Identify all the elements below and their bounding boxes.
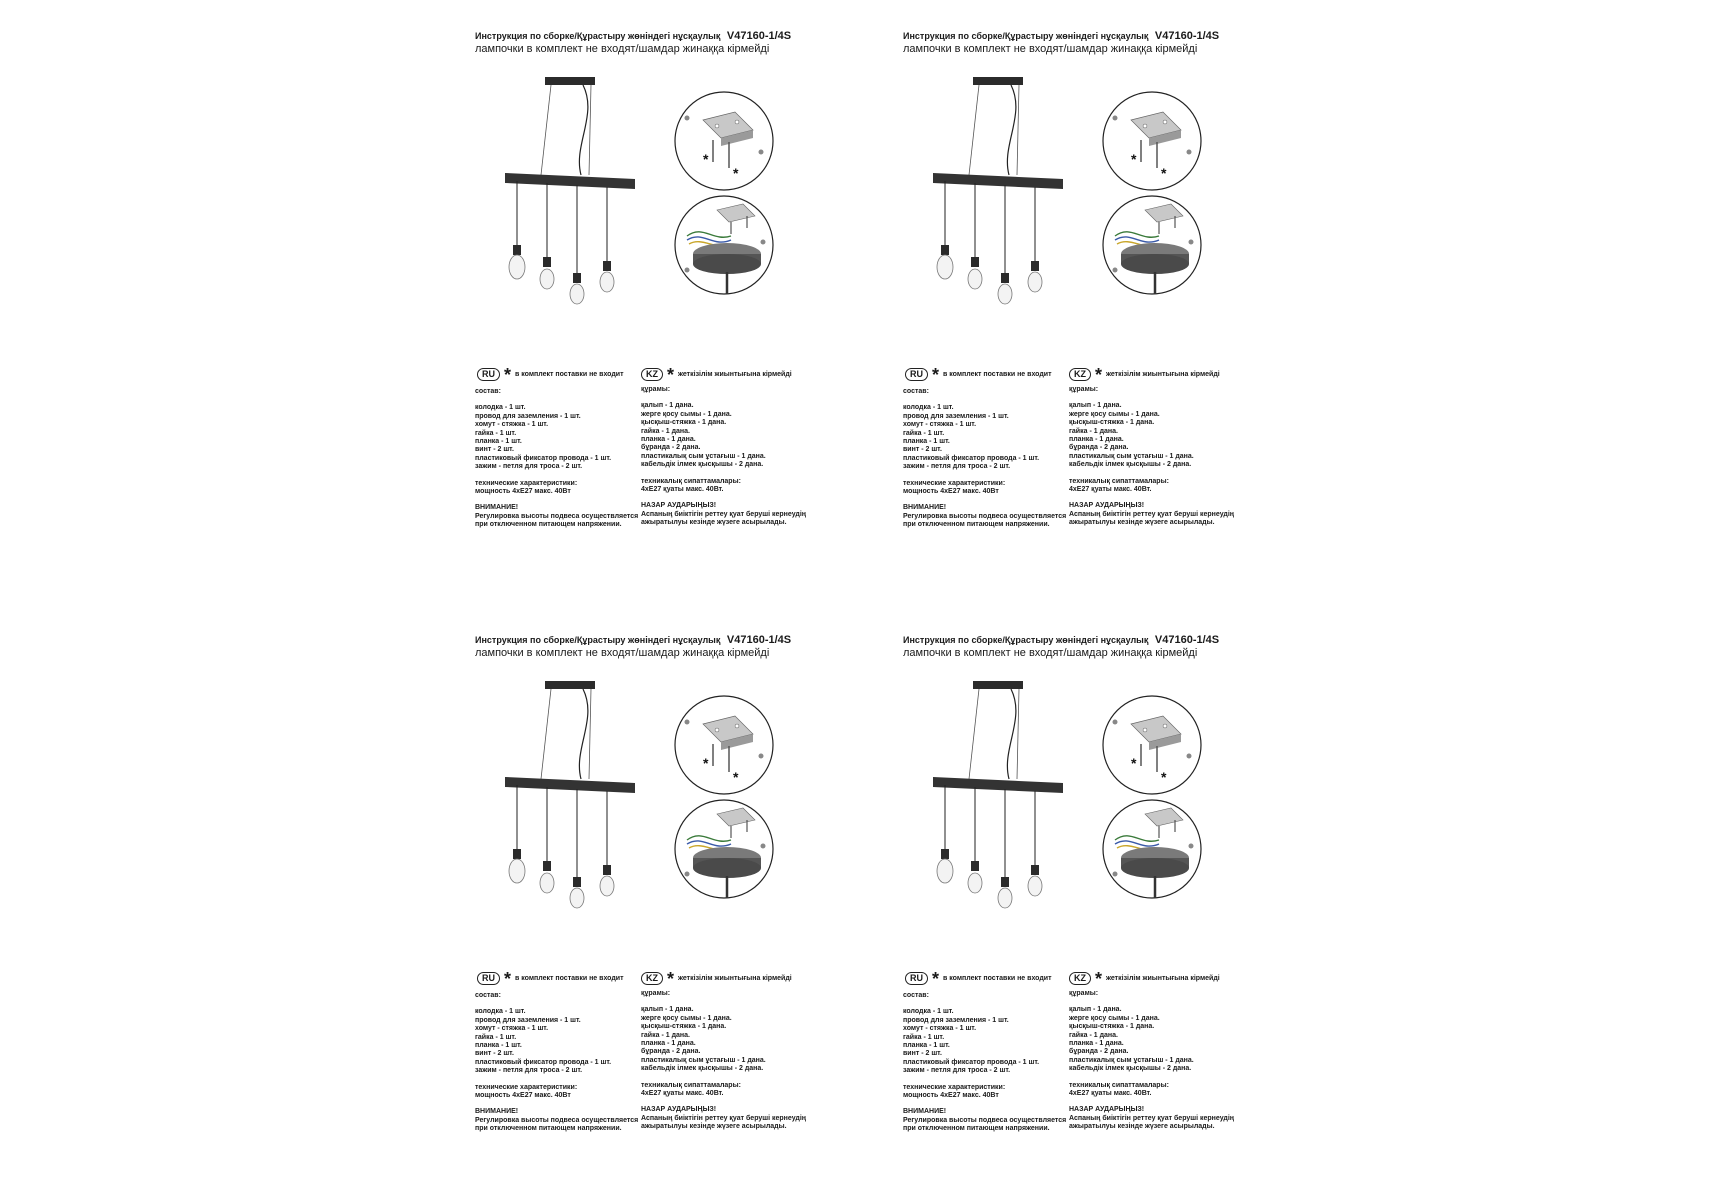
ru-tech-label: технические характеристики: [475,479,578,487]
kz-warning-title: НАЗАР АУДАРЫҢЫЗ! [1069,1106,1145,1114]
ru-asterisk: * [932,968,940,989]
asterisk-mark: * [1161,165,1167,181]
kz-item: пластикалық сым ұстағыш - 1 дана. [1069,1056,1194,1064]
ru-item: колодка - 1 шт. [475,404,526,412]
kz-column [641,990,806,1132]
sheet-subtitle: лампочки в комплект не входят/шамдар жинаққа кірмейді [475,43,770,55]
kz-item: бұранда - 2 дана. [641,444,701,452]
model-number: V47160-1/4S [726,30,792,42]
kz-item: кабельдік ілмек қысқышы - 2 дана. [1069,1065,1192,1073]
asterisk-mark: * [1161,769,1167,785]
kz-note-text: жеткізілім жиынтығына кірмейді [678,371,792,378]
crossbar [933,173,1063,189]
kz-composition-label: құрамы: [641,990,671,997]
title-text: Инструкция по сборке/Құрастыру жөніндегі нұсқаулық [475,635,721,645]
pendant-lamp-illustration [931,75,1071,305]
title-text: Инструкция по сборке/Құрастыру жөніндегі нұсқаулық [903,635,1149,645]
kz-warning-line: Аспаның биіктігін реттеу қуат беруші кернеудің [1069,510,1235,518]
ru-note-text: в комплект поставки не входит [515,371,624,378]
screw-head-icon [685,720,690,725]
ru-item: винт - 2 шт. [475,446,514,454]
screw-head-icon [759,754,764,759]
mounting-plate-diagram [1101,694,1203,796]
sheet-title [903,634,1219,646]
kz-note-text: жеткізілім жиынтығына кірмейді [678,975,792,982]
suspension-cable [541,85,551,175]
screw-head-icon [1113,872,1118,877]
ru-item: винт - 2 шт. [475,1050,514,1058]
kz-warning-line: ажыратылуы кезінде жүзеге асырылады. [641,1123,787,1131]
kz-tech-label: техникалық сипаттамалары: [1069,477,1169,485]
kz-tech-label: техникалық сипаттамалары: [641,1081,741,1089]
kz-item: қалып - 1 дана. [641,402,694,410]
pendant-4 [600,187,614,292]
ru-item: пластиковый фиксатор провода - 1 шт. [903,1058,1040,1066]
screw-head-icon [1187,754,1192,759]
wiring-canopy-diagram [1101,194,1203,296]
ru-note-text: в комплект поставки не входит [943,975,1052,982]
ru-tech-value: мощность 4хЕ27 макс. 40Вт [475,488,571,496]
kz-asterisk: * [1095,968,1103,989]
title-text: Инструкция по сборке/Құрастыру жөніндегі нұсқаулық [903,31,1149,41]
instruction-sheet-4 [903,634,1263,1194]
ceiling-canopy [973,681,1023,689]
ru-item: пластиковый фиксатор провода - 1 шт. [475,454,612,462]
screw-head-icon [685,116,690,121]
ru-item: зажим - петля для троса - 2 шт. [475,463,583,471]
ru-asterisk: * [504,968,512,989]
ru-warning-title: ВНИМАНИЕ! [475,1108,519,1116]
kz-item: қысқыш-стяжка - 1 дана. [1069,419,1155,427]
kz-item: кабельдік ілмек қысқышы - 2 дана. [641,461,764,469]
wiring-canopy-diagram [1101,798,1203,900]
ru-warning-line: при отключенном питающем напряжении. [475,521,622,529]
ru-warning-title: ВНИМАНИЕ! [475,504,519,512]
sheet-subtitle: лампочки в комплект не входят/шамдар жинаққа кірмейді [475,647,770,659]
ru-tech-label: технические характеристики: [903,479,1006,487]
kz-item: планка - 1 дана. [641,436,696,444]
kz-composition-label: құрамы: [1069,386,1099,393]
screw-head-icon [1187,150,1192,155]
ceiling-canopy [545,681,595,689]
suspension-cable [969,85,979,175]
ru-item: винт - 2 шт. [903,446,942,454]
kz-item: бұранда - 2 дана. [641,1048,701,1056]
screw-head-icon [1113,268,1118,273]
pendant-lamp-illustration [503,679,643,909]
asterisk-mark: * [703,755,709,771]
model-number: V47160-1/4S [726,634,792,646]
ru-badge: RU [905,972,928,985]
instruction-sheet-2 [903,30,1263,590]
ru-item: зажим - петля для троса - 2 шт. [903,463,1011,471]
pendant-4 [1028,791,1042,896]
kz-note-row [1069,364,1220,385]
ru-warning-title: ВНИМАНИЕ! [903,1108,947,1116]
ru-item: планка - 1 шт. [903,438,950,446]
kz-item: планка - 1 дана. [1069,436,1124,444]
kz-item: планка - 1 дана. [1069,1040,1124,1048]
kz-warning-line: Аспаның биіктігін реттеу қуат беруші кернеудің [641,1114,807,1122]
ru-composition-label: состав: [903,992,929,999]
ru-item: пластиковый фиксатор провода - 1 шт. [903,454,1040,462]
kz-item: бұранда - 2 дана. [1069,444,1129,452]
kz-tech-value: 4хЕ27 қуаты макс. 40Вт. [1069,486,1152,494]
pendant-lamp-illustration [931,679,1071,909]
kz-item: қалып - 1 дана. [1069,402,1122,410]
ru-item: пластиковый фиксатор провода - 1 шт. [475,1058,612,1066]
suspension-cable [589,85,591,175]
kz-note-row [1069,968,1220,989]
screw-head-icon [759,150,764,155]
kz-item: қалып - 1 дана. [1069,1006,1122,1014]
kz-badge: KZ [641,972,663,985]
kz-note-row [641,364,792,385]
kz-tech-value: 4хЕ27 қуаты макс. 40Вт. [641,486,724,494]
ru-composition-label: состав: [475,992,501,999]
ru-tech-value: мощность 4хЕ27 макс. 40Вт [903,488,999,496]
ru-item: винт - 2 шт. [903,1050,942,1058]
ru-asterisk: * [932,364,940,385]
pendant-3 [570,185,584,304]
screw-head-icon [685,268,690,273]
ru-item: провод для заземления - 1 шт. [475,1016,581,1024]
ru-tech-label: технические характеристики: [475,1083,578,1091]
ru-asterisk: * [504,364,512,385]
wiring-canopy-diagram [673,798,775,900]
ru-note-row [477,968,624,989]
kz-item: пластикалық сым ұстағыш - 1 дана. [641,452,766,460]
ru-item: колодка - 1 шт. [903,1008,954,1016]
ru-composition-label: состав: [903,388,929,395]
pendant-3 [570,789,584,908]
kz-asterisk: * [667,364,675,385]
kz-item: жерге қосу сымы - 1 дана. [641,410,732,418]
kz-column [641,386,806,528]
kz-warning-line: ажыратылуы кезінде жүзеге асырылады. [641,519,787,527]
ru-tech-label: технические характеристики: [903,1083,1006,1091]
mounting-plate-diagram [673,694,775,796]
ceiling-canopy [973,77,1023,85]
ru-item: планка - 1 шт. [475,1042,522,1050]
ru-item: провод для заземления - 1 шт. [903,1016,1009,1024]
kz-item: гайка - 1 дана. [1069,427,1118,435]
ru-item: колодка - 1 шт. [475,1008,526,1016]
kz-item: кабельдік ілмек қысқышы - 2 дана. [641,1065,764,1073]
kz-note-row [641,968,792,989]
kz-column [1069,990,1234,1132]
asterisk-mark: * [733,165,739,181]
suspension-cable [1017,85,1019,175]
instruction-sheet-3 [475,634,835,1194]
asterisk-mark: * [703,151,709,167]
suspension-cable [969,689,979,779]
ru-item: хомут - стяжка - 1 шт. [903,421,977,429]
ru-item: гайка - 1 шт. [903,1033,945,1041]
kz-badge: KZ [1069,972,1091,985]
mounting-plate-diagram [1101,90,1203,192]
screw-head-icon [685,872,690,877]
power-cord [1007,85,1016,175]
ru-warning-line: Регулировка высоты подвеса осуществляется [475,1116,639,1124]
kz-warning-title: НАЗАР АУДАРЫҢЫЗ! [641,502,717,510]
wiring-canopy-diagram [673,194,775,296]
kz-warning-line: Аспаның биіктігін реттеу қуат беруші кернеудің [641,510,807,518]
ru-warning-line: Регулировка высоты подвеса осуществляется [903,512,1067,520]
sheet-title [903,30,1219,42]
pendant-2 [968,183,982,289]
kz-tech-value: 4хЕ27 қуаты макс. 40Вт. [641,1090,724,1098]
ru-column [475,992,638,1134]
kz-item: қалып - 1 дана. [641,1006,694,1014]
screw-head-icon [1113,720,1118,725]
crossbar [933,777,1063,793]
pendant-3 [998,789,1012,908]
kz-item: пластикалық сым ұстағыш - 1 дана. [641,1056,766,1064]
ru-note-text: в комплект поставки не входит [943,371,1052,378]
suspension-cable [1017,689,1019,779]
ru-item: колодка - 1 шт. [903,404,954,412]
model-number: V47160-1/4S [1154,634,1220,646]
title-text: Инструкция по сборке/Құрастыру жөніндегі нұсқаулық [475,31,721,41]
kz-item: жерге қосу сымы - 1 дана. [641,1014,732,1022]
kz-composition-label: құрамы: [641,386,671,393]
kz-item: жерге қосу сымы - 1 дана. [1069,1014,1160,1022]
kz-item: қысқыш-стяжка - 1 дана. [641,419,727,427]
ru-warning-line: Регулировка высоты подвеса осуществляется [903,1116,1067,1124]
screw-head-icon [1189,844,1194,849]
kz-item: кабельдік ілмек қысқышы - 2 дана. [1069,461,1192,469]
kz-warning-line: ажыратылуы кезінде жүзеге асырылады. [1069,519,1215,527]
suspension-cable [541,689,551,779]
pendant-1 [937,181,953,279]
sheet-subtitle: лампочки в комплект не входят/шамдар жинаққа кірмейді [903,43,1198,55]
mounting-plate-diagram [673,90,775,192]
pendant-3 [998,185,1012,304]
kz-item: гайка - 1 дана. [641,1031,690,1039]
ru-item: хомут - стяжка - 1 шт. [903,1025,977,1033]
kz-item: бұранда - 2 дана. [1069,1048,1129,1056]
kz-warning-line: ажыратылуы кезінде жүзеге асырылады. [1069,1123,1215,1131]
crossbar [505,777,635,793]
pendant-1 [509,181,525,279]
screw-head-icon [761,844,766,849]
power-cord [579,689,588,779]
ru-item: провод для заземления - 1 шт. [475,412,581,420]
ru-note-row [905,968,1052,989]
screw-head-icon [1113,116,1118,121]
ru-item: зажим - петля для троса - 2 шт. [475,1067,583,1075]
pendant-2 [540,183,554,289]
kz-note-text: жеткізілім жиынтығына кірмейді [1106,371,1220,378]
kz-column [1069,386,1234,528]
ru-warning-line: при отключенном питающем напряжении. [903,1125,1050,1133]
pendant-1 [937,785,953,883]
ru-item: гайка - 1 шт. [903,429,945,437]
ru-warning-line: при отключенном питающем напряжении. [475,1125,622,1133]
kz-item: жерге қосу сымы - 1 дана. [1069,410,1160,418]
kz-tech-label: техникалық сипаттамалары: [1069,1081,1169,1089]
pendant-4 [600,791,614,896]
ceiling-canopy [545,77,595,85]
ru-warning-title: ВНИМАНИЕ! [903,504,947,512]
model-number: V47160-1/4S [1154,30,1220,42]
suspension-cable [589,689,591,779]
pendant-1 [509,785,525,883]
kz-asterisk: * [667,968,675,989]
kz-item: гайка - 1 дана. [1069,1031,1118,1039]
screw-head-icon [761,240,766,245]
kz-warning-title: НАЗАР АУДАРЫҢЫЗ! [641,1106,717,1114]
asterisk-mark: * [1131,755,1137,771]
ru-item: гайка - 1 шт. [475,1033,517,1041]
ru-tech-value: мощность 4хЕ27 макс. 40Вт [475,1092,571,1100]
ru-warning-line: при отключенном питающем напряжении. [903,521,1050,529]
ru-badge: RU [477,368,500,381]
crossbar [505,173,635,189]
kz-item: пластикалық сым ұстағыш - 1 дана. [1069,452,1194,460]
kz-composition-label: құрамы: [1069,990,1099,997]
kz-badge: KZ [641,368,663,381]
kz-asterisk: * [1095,364,1103,385]
instruction-sheet-1 [475,30,835,590]
sheet-subtitle: лампочки в комплект не входят/шамдар жинаққа кірмейді [903,647,1198,659]
power-cord [579,85,588,175]
kz-tech-label: техникалық сипаттамалары: [641,477,741,485]
pendant-2 [540,787,554,893]
ru-item: планка - 1 шт. [475,438,522,446]
power-cord [1007,689,1016,779]
ru-note-row [905,364,1052,385]
pendant-lamp-illustration [503,75,643,305]
ru-note-row [477,364,624,385]
ru-column [903,992,1066,1134]
ru-item: гайка - 1 шт. [475,429,517,437]
ru-badge: RU [905,368,928,381]
kz-badge: KZ [1069,368,1091,381]
kz-warning-title: НАЗАР АУДАРЫҢЫЗ! [1069,502,1145,510]
asterisk-mark: * [1131,151,1137,167]
asterisk-mark: * [733,769,739,785]
sheet-title [475,30,791,42]
ru-item: хомут - стяжка - 1 шт. [475,1025,549,1033]
pendant-2 [968,787,982,893]
pendant-4 [1028,187,1042,292]
ru-item: планка - 1 шт. [903,1042,950,1050]
kz-warning-line: Аспаның биіктігін реттеу қуат беруші кернеудің [1069,1114,1235,1122]
kz-item: гайка - 1 дана. [641,427,690,435]
ru-note-text: в комплект поставки не входит [515,975,624,982]
ru-composition-label: состав: [475,388,501,395]
kz-tech-value: 4хЕ27 қуаты макс. 40Вт. [1069,1090,1152,1098]
screw-head-icon [1189,240,1194,245]
ru-warning-line: Регулировка высоты подвеса осуществляется [475,512,639,520]
ru-badge: RU [477,972,500,985]
kz-item: қысқыш-стяжка - 1 дана. [641,1023,727,1031]
ru-column [903,388,1066,530]
ru-item: провод для заземления - 1 шт. [903,412,1009,420]
kz-item: планка - 1 дана. [641,1040,696,1048]
ru-tech-value: мощность 4хЕ27 макс. 40Вт [903,1092,999,1100]
ru-column [475,388,638,530]
kz-item: қысқыш-стяжка - 1 дана. [1069,1023,1155,1031]
sheet-title [475,634,791,646]
ru-item: хомут - стяжка - 1 шт. [475,421,549,429]
kz-note-text: жеткізілім жиынтығына кірмейді [1106,975,1220,982]
ru-item: зажим - петля для троса - 2 шт. [903,1067,1011,1075]
